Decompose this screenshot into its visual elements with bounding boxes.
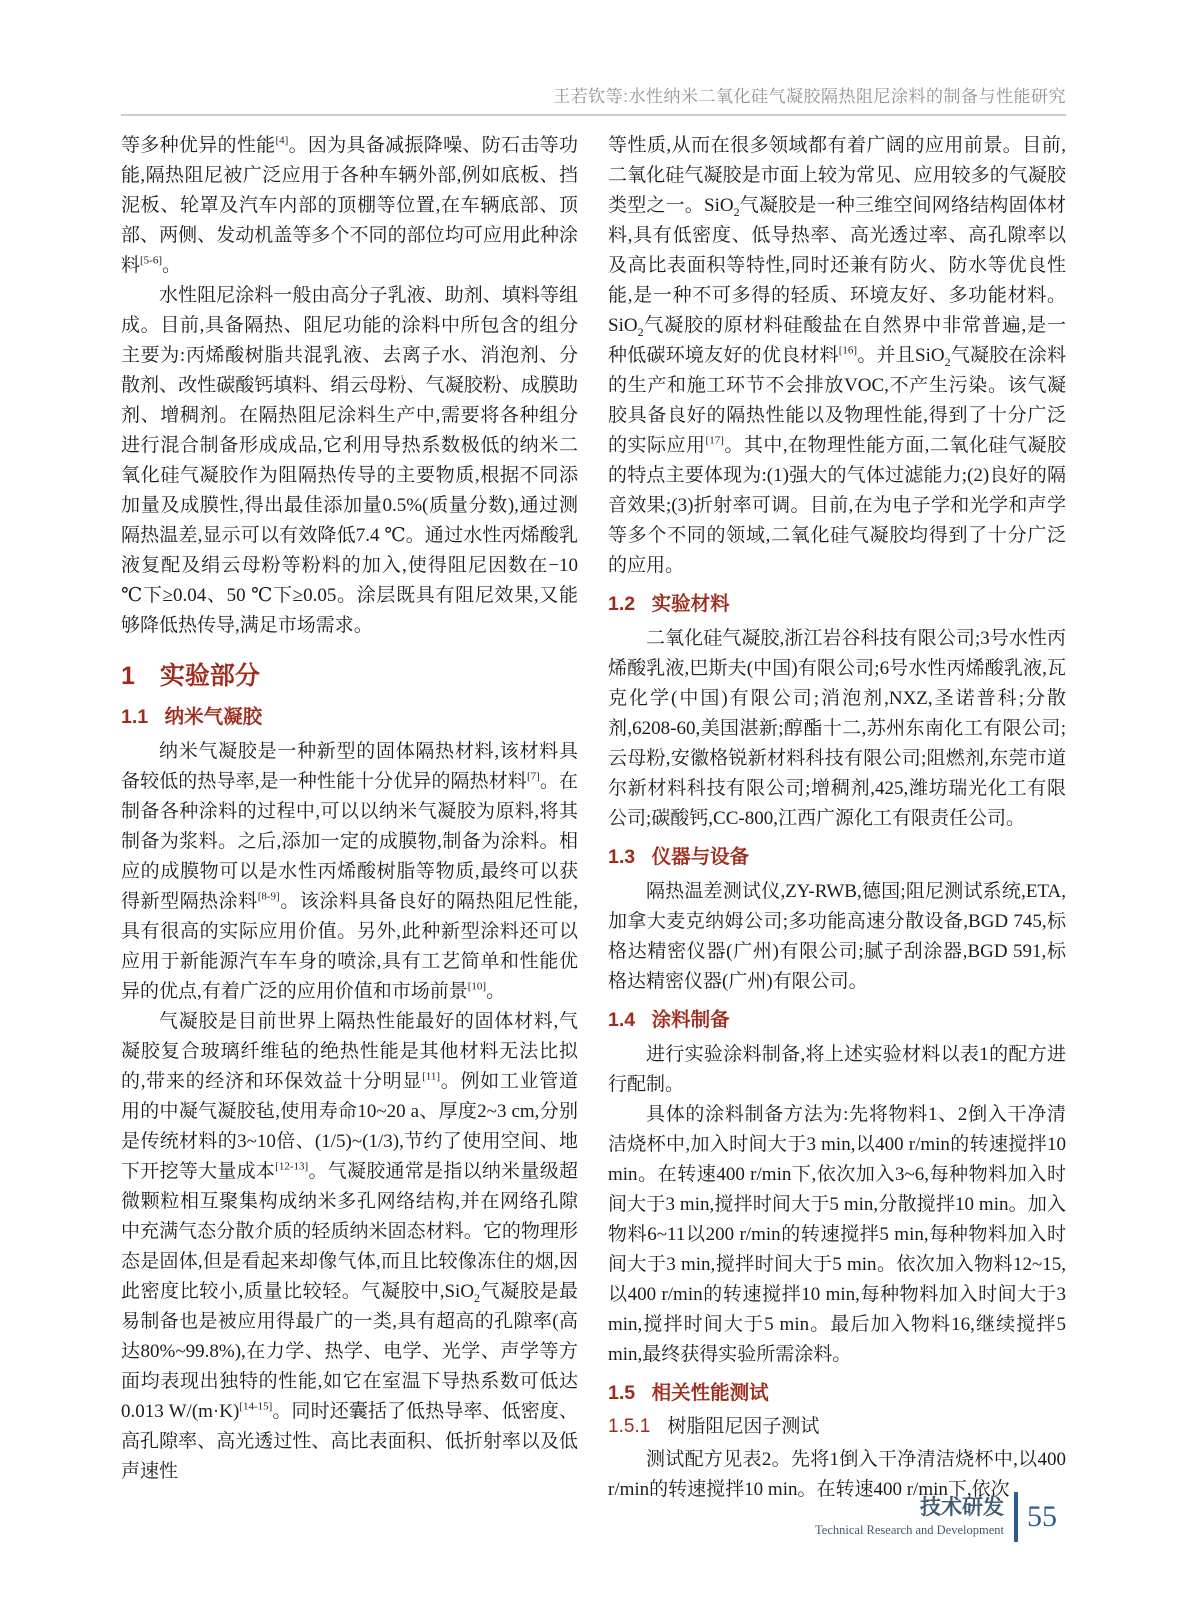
section-number: 1.2 — [608, 593, 636, 615]
footer-divider-bar — [1014, 1492, 1018, 1542]
page-footer — [815, 1492, 1057, 1542]
section-heading-nano-aerogel — [121, 703, 578, 731]
section-title: 涂料制备 — [651, 1009, 730, 1031]
section-heading-coating-preparation — [608, 1006, 1066, 1034]
section-title: 实验部分 — [159, 662, 260, 690]
paragraph-nano-aerogel-2: 气凝胶是目前世界上隔热性能最好的固体材料,气凝胶复合玻璃纤维毡的绝热性能是其他材料无法比拟的,带来的经济和环保效益十分明显[11]。例如工业管道用的中凝气凝胶毡,使用寿命10~20 a、厚度2~3 cm,分别是传统材料的3~10倍、(1/5)~(1/3),节约了使用空间、地下开挖等大量成本[12-13]。气凝胶通常是指以纳米量级超微颗粒相互聚集构成纳米多孔网络结构,并在网络孔隙中充满气态分散介质的轻质纳米固态材料。它的物理形态是固体,但是看起来却像气体,而且比较像冻住的烟,因此密度比较小,质量比较轻。气凝胶中,SiO$_2$气凝胶是最易制备也是被应用得最广的一类,具有超高的孔隙率(高达80%~99.8%),在力学、热学、电学、光学、声学等方面均表现出独特的性能,如它在室温下导热系数可低达0.013 W/(m·K)[14-15]。同时还囊括了低热导率、低密度、高孔隙率、高光透过性、高比表面积、低折射率以及低声速性 — [121, 1011, 578, 1482]
section-number: 1.5.1 — [608, 1416, 651, 1437]
subsection-heading-damping-factor-test — [608, 1413, 1066, 1441]
paragraph-nano-aerogel-1: 纳米气凝胶是一种新型的固体隔热材料,该材料具备较低的热导率,是一种性能十分优异的隔热材料[7]。在制备各种涂料的过程中,可以以纳米气凝胶为原料,将其制备为浆料。之后,添加一定的成膜物,制备为涂料。相应的成膜物可以是水性丙烯酸树脂等物质,最终可以获得新型隔热涂料[8-9]。该涂料具备良好的隔热阻尼性能,具有很高的实际应用价值。另外,此种新型涂料还可以应用于新能源汽车车身的喷涂,具有工艺简单和性能优异的优点,有着广泛的应用价值和市场前景[10]。 — [121, 741, 578, 1002]
section-heading-performance-tests — [608, 1379, 1066, 1407]
paragraph-waterborne-damping: 水性阻尼涂料一般由高分子乳液、助剂、填料等组成。目前,具备隔热、阻尼功能的涂料中所包含的组分主要为:丙烯酸树脂共混乳液、去离子水、消泡剂、分散剂、改性碳酸钙填料、绢云母粉、气凝胶粉、成膜助剂、增稠剂。在隔热阻尼涂料生产中,需要将各种组分进行混合制备形成成品,它利用导热系数极低的纳米二氧化硅气凝胶作为阻隔热传导的主要物质,根据不同添加量及成膜性,得出最佳添加量0.5%(质量分数),通过测隔热温差,显示可以有效降低7.4 ℃。通过水性丙烯酸乳液复配及绢云母粉等粉料的加入,使得阻尼因数在−10 ℃下≥0.04、50 ℃下≥0.05。涂层既具有阻尼效果,又能够降低热传导,满足市场需求。 — [121, 285, 578, 636]
section-number: 1.3 — [608, 846, 636, 868]
column-left — [121, 131, 578, 1487]
footer-section-name-cn: 技术研发 — [920, 1496, 1004, 1519]
footer-section-labels — [815, 1496, 1004, 1538]
section-title: 纳米气凝胶 — [164, 706, 263, 728]
paragraph-instruments: 隔热温差测试仪,ZY-RWB,德国;阻尼测试系统,ETA,加拿大麦克纳姆公司;多功能高速分散设备,BGD 745,标格达精密仪器(广州)有限公司;腻子刮涂器,BGD 591,标格达精密仪器(广州)有限公司。 — [608, 881, 1066, 992]
section-heading-materials — [608, 590, 1066, 618]
paragraph-preparation-intro: 进行实验涂料制备,将上述实验材料以表1的配方进行配制。 — [608, 1044, 1066, 1095]
section-title: 树脂阻尼因子测试 — [667, 1416, 820, 1437]
page-number: 55 — [1027, 1500, 1057, 1533]
section-title: 实验材料 — [651, 593, 730, 615]
footer-section-name-en: Technical Research and Development — [815, 1523, 1004, 1537]
section-heading-instruments — [608, 843, 1066, 871]
paragraph-preparation-method: 具体的涂料制备方法为:先将物料1、2倒入干净清洁烧杯中,加入时间大于3 min,以400 r/min的转速搅拌10 min。在转速400 r/min下,依次加入3~6,每种物料加入时间大于3 min,搅拌时间大于5 min,分散搅拌10 min。加入物料6~11以200 r/min的转速搅拌5 min,每种物料加入时间大于3 min,搅拌时间大于5 min。依次加入物料12~15,以400 r/min的转速搅拌10 min,每种物料加入时间大于3 min,搅拌时间大于5 min。最后加入物料16,继续搅拌5 min,最终获得实验所需涂料。 — [608, 1104, 1066, 1365]
paragraph-damping-test: 测试配方见表2。先将1倒入干净清洁烧杯中,以400 r/min的转速搅拌10 min。在转速400 r/min下,依次 — [608, 1449, 1066, 1500]
section-number: 1.1 — [121, 706, 149, 728]
section-heading-experiment — [121, 659, 578, 693]
paragraph-sio2-properties: 等性质,从而在很多领域都有着广阔的应用前景。目前,二氧化硅气凝胶是市面上较为常见、应用较多的气凝胶类型之一。SiO$_2$气凝胶是一种三维空间网络结构固体材料,具有低密度、低导热率、高光透过率、高孔隙率以及高比表面积等特性,同时还兼有防火、防水等优良性能,是一种不可多得的轻质、环境友好、多功能材料。SiO$_2$气凝胶的原材料硅酸盐在自然界中非常普遍,是一种低碳环境友好的优良材料[16]。并且SiO$_2$气凝胶在涂料的生产和施工环节不会排放VOC,不产生污染。该气凝胶具备良好的隔热性能以及物理性能,得到了十分广泛的实际应用[17]。其中,在物理性能方面,二氧化硅气凝胶的特点主要体现为:(1)强大的气体过滤能力;(2)良好的隔音效果;(3)折射率可调。目前,在为电子学和光学和声学等多个不同的领域,二氧化硅气凝胶均得到了十分广泛的应用。 — [608, 135, 1066, 576]
column-right — [608, 131, 1066, 1505]
section-title: 相关性能测试 — [651, 1382, 769, 1404]
section-number: 1 — [121, 662, 135, 690]
running-head-title: 王若钦等:水性纳米二氧化硅气凝胶隔热阻尼涂料的制备与性能研究 — [553, 87, 1066, 106]
header-rule — [121, 114, 1066, 116]
section-title: 仪器与设备 — [651, 846, 750, 868]
paragraph-intro-continued: 等多种优异的性能[4]。因为具备减振降噪、防石击等功能,隔热阻尼被广泛应用于各种车辆外部,例如底板、挡泥板、轮罩及汽车内部的顶棚等位置,在车辆底部、顶部、两侧、发动机盖等多个不同的部位均可应用此种涂料[5-6]。 — [121, 134, 578, 276]
section-number: 1.4 — [608, 1009, 636, 1031]
paragraph-materials: 二氧化硅气凝胶,浙江岩谷科技有限公司;3号水性丙烯酸乳液,巴斯夫(中国)有限公司;6号水性丙烯酸乳液,瓦克化学(中国)有限公司;消泡剂,NXZ,圣诺普科;分散剂,6208-60,美国湛新;醇酯十二,苏州东南化工有限公司;云母粉,安徽格锐新材料科技有限公司;阻燃剂,东莞市道尔新材料科技有限公司;增稠剂,425,潍坊瑞光化工有限公司;碳酸钙,CC-800,江西广源化工有限责任公司。 — [608, 628, 1066, 829]
section-number: 1.5 — [608, 1382, 636, 1404]
